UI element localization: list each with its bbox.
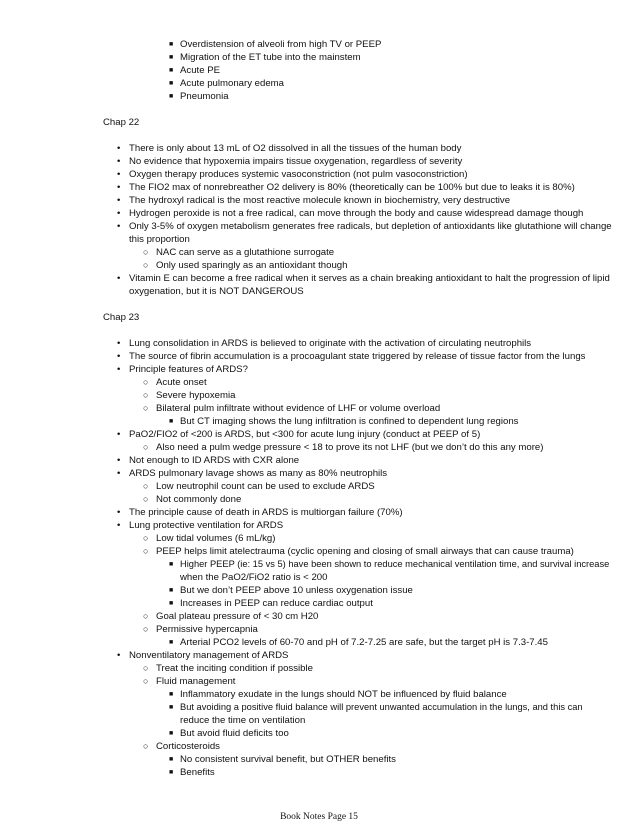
bullet-circle: ○ xyxy=(143,481,149,491)
bullet-dot: • xyxy=(117,429,121,440)
list-item: Also need a pulm wedge pressure < 18 to prove its not LHF (but we don’t do this any more) xyxy=(156,442,544,453)
bullet-square: ■ xyxy=(169,600,174,607)
bullet-dot: • xyxy=(117,221,121,232)
bullet-dot: • xyxy=(117,338,121,349)
bullet-dot: • xyxy=(117,455,121,466)
bullet-square: ■ xyxy=(169,418,174,425)
bullet-square: ■ xyxy=(169,67,174,74)
bullet-circle: ○ xyxy=(143,442,149,452)
bullet-square: ■ xyxy=(169,587,174,594)
bullet-circle: ○ xyxy=(143,624,149,634)
list-item: But we don’t PEEP above 10 unless oxygenation issue xyxy=(180,585,413,596)
bullet-circle: ○ xyxy=(143,741,149,751)
bullet-dot: • xyxy=(117,156,121,167)
list-item: Hydrogen peroxide is not a free radical, can move through the body and cause widespread damage though xyxy=(129,208,584,219)
bullet-circle: ○ xyxy=(143,494,149,504)
list-item: Principle features of ARDS? xyxy=(129,364,248,375)
section-heading-chap22: Chap 22 xyxy=(103,117,140,128)
list-item: But avoiding a positive fluid balance will prevent unwanted accumulation in the lungs, and this can xyxy=(180,702,583,712)
list-item: Benefits xyxy=(180,767,215,778)
list-item: ARDS pulmonary lavage shows as many as 80% neutrophils xyxy=(129,468,388,479)
list-item: There is only about 13 mL of O2 dissolved in all the tissues of the human body xyxy=(129,143,462,154)
list-item: No consistent survival benefit, but OTHER benefits xyxy=(180,754,396,765)
bullet-square: ■ xyxy=(169,769,174,776)
bullet-square: ■ xyxy=(169,756,174,763)
bullet-dot: • xyxy=(117,143,121,154)
bullet-circle: ○ xyxy=(143,611,149,621)
bullet-circle: ○ xyxy=(143,390,149,400)
list-item: Pneumonia xyxy=(180,91,229,102)
list-item: Acute onset xyxy=(156,377,207,388)
bullet-dot: • xyxy=(117,195,121,206)
list-item: NAC can serve as a glutathione surrogate xyxy=(156,247,335,258)
list-item: Bilateral pulm infiltrate without evidence of LHF or volume overload xyxy=(156,403,441,414)
bullet-dot: • xyxy=(117,520,121,531)
bullet-dot: • xyxy=(117,351,121,362)
list-item: Fluid management xyxy=(156,676,236,687)
list-item: But avoid fluid deficits too xyxy=(180,728,289,739)
section-heading-chap23: Chap 23 xyxy=(103,312,140,323)
list-item: Acute PE xyxy=(180,65,220,76)
bullet-square: ■ xyxy=(169,41,174,48)
bullet-square: ■ xyxy=(169,639,174,646)
list-item: Increases in PEEP can reduce cardiac output xyxy=(180,598,373,609)
list-item: Goal plateau pressure of < 30 cm H20 xyxy=(156,611,319,622)
list-item: No evidence that hypoxemia impairs tissue oxygenation, regardless of severity xyxy=(129,156,463,167)
list-item-continuation: when the PaO2/FiO2 ratio is < 200 xyxy=(180,572,328,583)
list-item: Acute pulmonary edema xyxy=(180,78,284,89)
list-item: Migration of the ET tube into the mainstem xyxy=(180,52,361,63)
bullet-dot: • xyxy=(117,507,121,518)
list-item: Higher PEEP (ie: 15 vs 5) have been shown to reduce mechanical ventilation time, and survival increase xyxy=(180,559,610,569)
bullet-circle: ○ xyxy=(143,676,149,686)
bullet-circle: ○ xyxy=(143,546,149,556)
bullet-square: ■ xyxy=(169,80,174,87)
bullet-dot: • xyxy=(117,364,121,375)
list-item: Nonventilatory management of ARDS xyxy=(129,650,289,661)
bullet-dot: • xyxy=(117,182,121,193)
bullet-square: ■ xyxy=(169,730,174,737)
list-item: Lung consolidation in ARDS is believed to originate with the activation of circulating neutrophils xyxy=(129,338,532,349)
list-item: Low tidal volumes (6 mL/kg) xyxy=(156,533,276,544)
list-item: PaO2/FIO2 of <200 is ARDS, but <300 for acute lung injury (conduct at PEEP of 5) xyxy=(129,429,481,440)
list-item-continuation: oxygenation, but it is NOT DANGEROUS xyxy=(129,286,304,297)
bullet-dot: • xyxy=(117,273,121,284)
list-item: Not commonly done xyxy=(156,494,242,505)
list-item: Inflammatory exudate in the lungs should NOT be influenced by fluid balance xyxy=(180,689,507,700)
list-item: Oxygen therapy produces systemic vasoconstriction (not pulm vasoconstriction) xyxy=(129,169,468,180)
list-item: Severe hypoxemia xyxy=(156,390,236,401)
bullet-dot: • xyxy=(117,208,121,219)
list-item: Permissive hypercapnia xyxy=(156,624,258,635)
list-item: Overdistension of alveoli from high TV or PEEP xyxy=(180,39,382,50)
list-item: Lung protective ventilation for ARDS xyxy=(129,520,284,531)
list-item-continuation: this proportion xyxy=(129,234,190,245)
bullet-square: ■ xyxy=(169,54,174,61)
bullet-square: ■ xyxy=(169,691,174,698)
bullet-square: ■ xyxy=(169,704,174,711)
bullet-dot: • xyxy=(117,169,121,180)
bullet-circle: ○ xyxy=(143,377,149,387)
list-item: Treat the inciting condition if possible xyxy=(156,663,313,674)
list-item: Vitamin E can become a free radical when it serves as a chain breaking antioxidant to halt the progression of lipid xyxy=(129,273,610,284)
bullet-circle: ○ xyxy=(143,403,149,413)
list-item: But CT imaging shows the lung infiltration is confined to dependent lung regions xyxy=(180,416,519,427)
list-item: The hydroxyl radical is the most reactive molecule known in biochemistry, very destructive xyxy=(129,195,511,206)
bullet-circle: ○ xyxy=(143,533,149,543)
list-item: Arterial PCO2 levels of 60-70 and pH of 7.2-7.25 are safe, but the target pH is 7.3-7.45 xyxy=(180,637,548,648)
list-item: The principle cause of death in ARDS is multiorgan failure (70%) xyxy=(129,507,403,518)
bullet-dot: • xyxy=(117,650,121,661)
bullet-dot: • xyxy=(117,468,121,479)
bullet-circle: ○ xyxy=(143,247,149,257)
list-item-continuation: reduce the time on ventilation xyxy=(180,715,306,726)
list-item: Not enough to ID ARDS with CXR alone xyxy=(129,455,300,466)
list-item: Only 3-5% of oxygen metabolism generates free radicals, but depletion of antioxidants like glutathione will change xyxy=(129,221,612,232)
list-item: The FIO2 max of nonrebreather O2 delivery is 80% (theoretically can be 100% but due to leaks it is 80%) xyxy=(129,182,575,193)
bullet-circle: ○ xyxy=(143,260,149,270)
bullet-square: ■ xyxy=(169,561,174,568)
bullet-circle: ○ xyxy=(143,663,149,673)
bullet-square: ■ xyxy=(169,93,174,100)
list-item: Only used sparingly as an antioxidant though xyxy=(156,260,348,271)
list-item: Corticosteroids xyxy=(156,741,220,752)
list-item: The source of fibrin accumulation is a procoagulant state triggered by release of tissue factor from the lungs xyxy=(129,351,586,362)
list-item: Low neutrophil count can be used to exclude ARDS xyxy=(156,481,375,492)
page-footer: Book Notes Page 15 xyxy=(280,812,358,822)
list-item: PEEP helps limit atelectrauma (cyclic opening and closing of small airways that can cause trauma) xyxy=(156,546,574,557)
